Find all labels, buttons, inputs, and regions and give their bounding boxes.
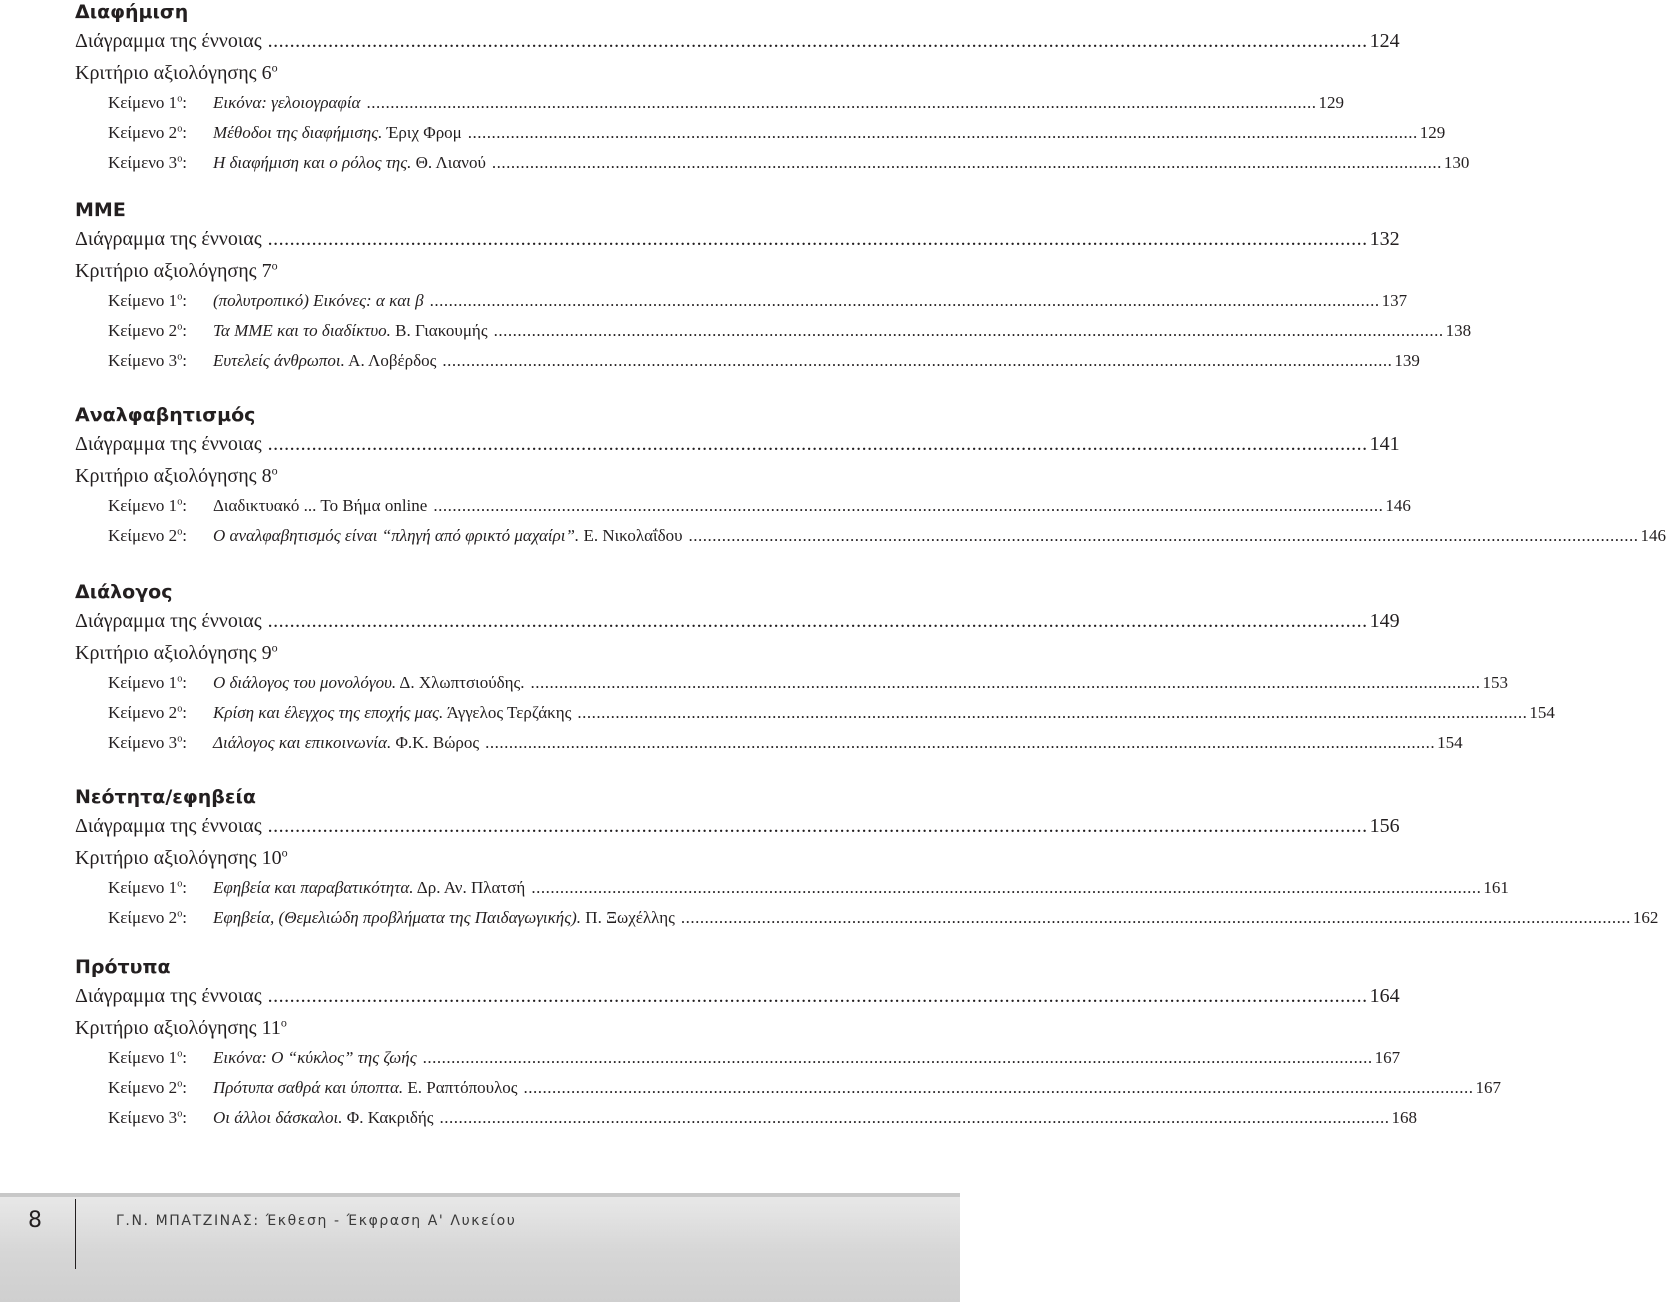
entry-prefix <box>108 1077 213 1099</box>
toc-entry <box>75 983 1400 1009</box>
page-ref: 149 <box>1369 610 1400 632</box>
ordinal-superscript: ο <box>177 321 183 333</box>
page-ref: 132 <box>1369 228 1400 250</box>
prefix-colon: : <box>182 123 188 142</box>
toc-subentry <box>108 122 1446 144</box>
section-title: Αναλφαβητισμός <box>75 404 256 426</box>
entry-prefix <box>75 845 288 871</box>
ordinal-superscript: ο <box>177 93 183 105</box>
entry-prefix-text: Διάγραμμα της έννοιας <box>75 228 262 250</box>
dot-leader: ........................................................................................................................................................................................................ <box>485 733 1436 752</box>
prefix-colon: : <box>182 1048 188 1067</box>
entry-title <box>213 732 479 754</box>
toc-entry <box>75 608 1400 634</box>
prefix-colon: : <box>182 1108 188 1127</box>
prefix-colon: : <box>182 908 188 927</box>
dot-leader: ........................................................................................................................................................................................................ <box>688 526 1639 545</box>
ordinal-superscript: ο <box>177 526 183 538</box>
entry-prefix-text: Κείμενο 2 <box>108 123 178 142</box>
entry-title-italic: Εφηβεία, (Θεμελιώδη προβλήματα της Παιδαγωγικής). <box>213 908 582 927</box>
toc-subentry <box>108 350 1420 372</box>
entry-author: Ε. Ραπτόπουλος <box>403 1078 518 1097</box>
entry-prefix-text: Διάγραμμα της έννοιας <box>75 30 262 52</box>
entry-title <box>213 1077 518 1099</box>
entry-title <box>213 1107 434 1129</box>
ordinal-superscript: ο <box>177 1048 183 1060</box>
dot-leader: ........................................................................................................................................................................................................ <box>530 673 1481 692</box>
toc-subentry <box>108 1047 1401 1069</box>
entry-prefix-text: Διάγραμμα της έννοιας <box>75 433 262 455</box>
page-ref: 137 <box>1381 291 1408 310</box>
entry-prefix-text: Κείμενο 1 <box>108 291 178 310</box>
entry-prefix-text: Κείμενο 2 <box>108 321 178 340</box>
entry-title-italic: Ευτελείς άνθρωποι. <box>213 351 345 370</box>
entry-title-italic: Τα ΜΜΕ και το διαδίκτυο. <box>213 321 391 340</box>
entry-prefix-text: Διάγραμμα της έννοιας <box>75 985 262 1007</box>
entry-prefix <box>75 28 262 54</box>
entry-prefix-text: Κριτήριο αξιολόγησης 9 <box>75 642 272 664</box>
page-ref: 153 <box>1482 673 1509 692</box>
entry-title <box>213 290 424 312</box>
entry-prefix <box>75 813 262 839</box>
entry-prefix <box>108 92 213 114</box>
page-ref: 154 <box>1437 733 1463 752</box>
toc-entry <box>75 431 1400 457</box>
toc-subentry <box>108 92 1344 114</box>
page-ref: 129 <box>1419 123 1446 142</box>
dot-leader: ........................................................................................................................................................................................................ <box>429 291 1380 310</box>
entry-prefix-text: Κριτήριο αξιολόγησης 10 <box>75 847 282 869</box>
entry-prefix <box>75 1015 287 1041</box>
entry-prefix-text: Κριτήριο αξιολόγησης 11 <box>75 1017 281 1039</box>
ordinal-superscript: ο <box>177 123 183 135</box>
entry-author: Δρ. Αν. Πλατσή <box>413 878 526 897</box>
entry-prefix <box>75 60 278 86</box>
prefix-colon: : <box>182 673 188 692</box>
toc-entry <box>75 226 1400 252</box>
toc-subentry <box>108 495 1411 517</box>
page-ref: 156 <box>1369 815 1400 837</box>
toc-subentry <box>108 877 1509 899</box>
dot-leader: ........................................................................................................................................................................................................ <box>422 1048 1373 1067</box>
entry-prefix-text: Κείμενο 2 <box>108 908 178 927</box>
prefix-colon: : <box>182 153 188 172</box>
entry-title-italic: Εικόνα: γελοιογραφία <box>213 93 361 112</box>
entry-title-italic: Ο διάλογος του μονολόγου. <box>213 673 397 692</box>
entry-prefix <box>75 258 278 284</box>
entry-prefix-text: Κείμενο 3 <box>108 351 178 370</box>
entry-prefix <box>108 122 213 144</box>
entry-prefix-text: Κείμενο 2 <box>108 1078 178 1097</box>
entry-author: Ε. Νικολαΐδου <box>579 526 683 545</box>
entry-title <box>213 350 436 372</box>
entry-title-italic: Μέθοδοι της διαφήμισης. <box>213 123 383 142</box>
entry-author: Φ.Κ. Βώρος <box>391 733 480 752</box>
dot-leader: ........................................................................................................................................................................................................ <box>267 815 1368 837</box>
dot-leader: ........................................................................................................................................................................................................ <box>267 228 1368 250</box>
page-ref: 138 <box>1445 321 1472 340</box>
toc-entry <box>75 845 835 871</box>
entry-author: Δ. Χλωπτσιούδης. <box>396 673 525 692</box>
entry-author: Α. Λοβέρδος <box>344 351 437 370</box>
entry-title <box>213 877 525 899</box>
entry-prefix-text: Διάγραμμα της έννοιας <box>75 815 262 837</box>
dot-leader: ........................................................................................................................................................................................................ <box>433 496 1384 515</box>
entry-title-italic: Οι άλλοι δάσκαλοι. <box>213 1108 343 1127</box>
entry-prefix <box>75 431 262 457</box>
entry-title <box>213 320 488 342</box>
page-ref: 141 <box>1369 433 1400 455</box>
entry-prefix <box>108 732 213 754</box>
toc-entry <box>75 463 835 489</box>
prefix-colon: : <box>182 1078 188 1097</box>
page-ref: 129 <box>1318 93 1344 112</box>
entry-prefix-text: Κείμενο 1 <box>108 673 178 692</box>
toc-subentry <box>108 672 1509 694</box>
entry-author: Φ. Κακριδής <box>342 1108 434 1127</box>
entry-prefix <box>75 463 278 489</box>
toc-entry <box>75 813 1400 839</box>
section-title: Πρότυπα <box>75 956 171 978</box>
dot-leader: ........................................................................................................................................................................................................ <box>267 433 1368 455</box>
page-ref: 146 <box>1385 496 1411 515</box>
ordinal-superscript: ο <box>271 640 278 655</box>
page-ref: 167 <box>1374 1048 1401 1067</box>
dot-leader: ........................................................................................................................................................................................................ <box>493 321 1444 340</box>
entry-prefix <box>108 350 213 372</box>
toc-entry <box>75 258 835 284</box>
entry-title <box>213 525 683 547</box>
toc-subentry <box>108 320 1472 342</box>
page-ref: 130 <box>1443 153 1470 172</box>
entry-title-italic: Εικόνα: Ο “κύκλος” της ζωής <box>213 1048 417 1067</box>
dot-leader: ........................................................................................................................................................................................................ <box>366 93 1317 112</box>
entry-prefix <box>108 495 213 517</box>
page-ref: 164 <box>1369 985 1400 1007</box>
entry-title <box>213 1047 417 1069</box>
toc-entry <box>75 28 1400 54</box>
section-title: Διαφήμιση <box>75 1 189 23</box>
prefix-colon: : <box>182 321 188 340</box>
entry-prefix-text: Κριτήριο αξιολόγησης 7 <box>75 260 272 282</box>
dot-leader: ........................................................................................................................................................................................................ <box>442 351 1393 370</box>
dot-leader: ........................................................................................................................................................................................................ <box>439 1108 1390 1127</box>
toc-subentry <box>108 702 1555 724</box>
entry-prefix <box>75 608 262 634</box>
entry-prefix <box>108 290 213 312</box>
page-footer <box>0 1193 960 1302</box>
ordinal-superscript: ο <box>177 1078 183 1090</box>
entry-title <box>213 907 675 929</box>
entry-prefix <box>75 983 262 1009</box>
page-ref: 162 <box>1632 908 1659 927</box>
footer-top-bar <box>0 1193 960 1197</box>
page-ref: 167 <box>1475 1078 1502 1097</box>
entry-prefix <box>108 1107 213 1129</box>
dot-leader: ........................................................................................................................................................................................................ <box>267 985 1368 1007</box>
toc-subentry <box>108 1077 1502 1099</box>
prefix-colon: : <box>182 703 188 722</box>
entry-title-italic: Πρότυπα σαθρά και ύποπτα. <box>213 1078 404 1097</box>
entry-prefix <box>108 907 213 929</box>
prefix-colon: : <box>182 526 188 545</box>
entry-title-italic: Εφηβεία και παραβατικότητα. <box>213 878 414 897</box>
toc-entry <box>75 1015 835 1041</box>
running-title: Γ.Ν. ΜΠΑΤΖΙΝΑΣ: Έκθεση - Έκφραση Α' Λυκείου <box>116 1213 517 1229</box>
ordinal-superscript: ο <box>177 878 183 890</box>
entry-prefix-text: Κείμενο 3 <box>108 153 178 172</box>
page-ref: 168 <box>1391 1108 1418 1127</box>
page-ref: 139 <box>1394 351 1420 370</box>
dot-leader: ........................................................................................................................................................................................................ <box>577 703 1528 722</box>
entry-title-italic: Κρίση και έλεγχος της εποχής μας. <box>213 703 444 722</box>
entry-prefix-text: Κείμενο 1 <box>108 878 178 897</box>
page-ref: 146 <box>1640 526 1666 545</box>
entry-prefix <box>75 226 262 252</box>
dot-leader: ........................................................................................................................................................................................................ <box>531 878 1482 897</box>
ordinal-superscript: ο <box>177 733 183 745</box>
prefix-colon: : <box>182 878 188 897</box>
entry-prefix <box>75 640 278 666</box>
entry-prefix-text: Κείμενο 3 <box>108 733 178 752</box>
entry-author: Έριχ Φρομ <box>382 123 462 142</box>
entry-author: Π. Ξωχέλλης <box>581 908 675 927</box>
section-title: ΜΜΕ <box>75 199 126 221</box>
prefix-colon: : <box>182 93 188 112</box>
dot-leader: ........................................................................................................................................................................................................ <box>680 908 1631 927</box>
prefix-colon: : <box>182 351 188 370</box>
entry-prefix-text: Κριτήριο αξιολόγησης 8 <box>75 465 272 487</box>
entry-title <box>213 702 571 724</box>
entry-title-italic: Η διαφήμιση και ο ρόλος της. <box>213 153 412 172</box>
ordinal-superscript: ο <box>177 1108 183 1120</box>
entry-title <box>213 495 427 517</box>
ordinal-superscript: ο <box>271 258 278 273</box>
ordinal-superscript: ο <box>280 1015 287 1030</box>
section-title: Νεότητα/εφηβεία <box>75 786 256 808</box>
entry-title <box>213 92 360 114</box>
section-title: Διάλογος <box>75 581 173 603</box>
entry-author: Διαδικτυακό ... Το Βήμα online <box>213 496 428 515</box>
entry-prefix <box>108 672 213 694</box>
ordinal-superscript: ο <box>177 153 183 165</box>
toc-subentry <box>108 525 1666 547</box>
ordinal-superscript: ο <box>177 908 183 920</box>
entry-prefix-text: Κείμενο 3 <box>108 1108 178 1127</box>
ordinal-superscript: ο <box>177 496 183 508</box>
dot-leader: ........................................................................................................................................................................................................ <box>267 610 1368 632</box>
entry-prefix-text: Κείμενο 1 <box>108 496 178 515</box>
toc-entry <box>75 640 835 666</box>
entry-prefix-text: Κείμενο 1 <box>108 1048 178 1067</box>
entry-prefix <box>108 1047 213 1069</box>
dot-leader: ........................................................................................................................................................................................................ <box>523 1078 1474 1097</box>
entry-prefix <box>108 320 213 342</box>
footer-divider <box>75 1199 76 1269</box>
entry-prefix-text: Κριτήριο αξιολόγησης 6 <box>75 62 272 84</box>
entry-author: Άγγελος Τερζάκης <box>443 703 572 722</box>
entry-title-italic: (πολυτροπικό) Εικόνες: α και β <box>213 291 424 310</box>
entry-title <box>213 672 525 694</box>
toc-subentry <box>108 152 1470 174</box>
dot-leader: ........................................................................................................................................................................................................ <box>267 30 1368 52</box>
entry-prefix-text: Κείμενο 2 <box>108 526 178 545</box>
entry-title-italic: Ο αναλφαβητισμός είναι “πληγή από φρικτό μαχαίρι”. <box>213 526 580 545</box>
ordinal-superscript: ο <box>177 673 183 685</box>
entry-prefix <box>108 152 213 174</box>
toc-subentry <box>108 290 1408 312</box>
ordinal-superscript: ο <box>177 703 183 715</box>
toc-entry <box>75 60 835 86</box>
ordinal-superscript: ο <box>271 60 278 75</box>
ordinal-superscript: ο <box>177 351 183 363</box>
ordinal-superscript: ο <box>177 291 183 303</box>
entry-prefix-text: Κείμενο 1 <box>108 93 178 112</box>
entry-title-italic: Διάλογος και επικοινωνία. <box>213 733 392 752</box>
entry-prefix <box>108 525 213 547</box>
entry-prefix <box>108 877 213 899</box>
dot-leader: ........................................................................................................................................................................................................ <box>491 153 1442 172</box>
prefix-colon: : <box>182 496 188 515</box>
prefix-colon: : <box>182 733 188 752</box>
page-ref: 124 <box>1369 30 1400 52</box>
entry-author: Β. Γιακουμής <box>390 321 488 340</box>
toc-subentry <box>108 1107 1418 1129</box>
page-number: 8 <box>28 1208 42 1233</box>
page-ref: 161 <box>1483 878 1509 897</box>
prefix-colon: : <box>182 291 188 310</box>
ordinal-superscript: ο <box>281 845 288 860</box>
entry-prefix-text: Διάγραμμα της έννοιας <box>75 610 262 632</box>
page-ref: 154 <box>1529 703 1555 722</box>
ordinal-superscript: ο <box>271 463 278 478</box>
toc-subentry <box>108 732 1463 754</box>
entry-title <box>213 122 462 144</box>
entry-author: Θ. Λιανού <box>411 153 486 172</box>
toc-subentry <box>108 907 1659 929</box>
entry-prefix-text: Κείμενο 2 <box>108 703 178 722</box>
entry-title <box>213 152 486 174</box>
entry-prefix <box>108 702 213 724</box>
dot-leader: ........................................................................................................................................................................................................ <box>467 123 1418 142</box>
